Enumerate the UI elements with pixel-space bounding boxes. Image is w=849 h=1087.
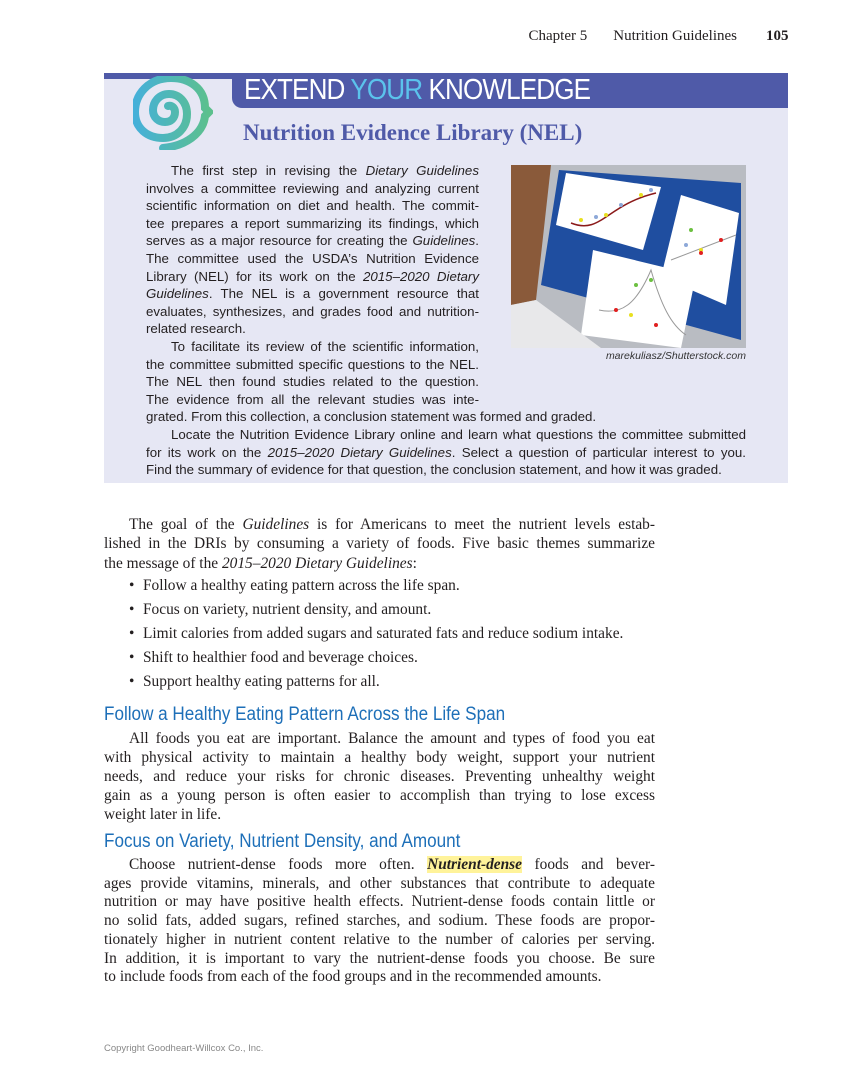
text-segment: lished in the DRIs by consuming a variety of foods. Five basic themes summarize <box>104 535 655 553</box>
text-segment: is for Americans to meet the nutrient levels estab- <box>309 516 655 533</box>
section-heading-variety-density: Focus on Variety, Nutrient Density, and Amount <box>104 831 461 852</box>
text-segment: . <box>475 233 479 249</box>
text-segment: Dietary Guidelines <box>365 163 479 178</box>
list-item <box>129 649 418 667</box>
text-segment: no solid fats, added sugars, refined starches, and sodium. These foods are propor- <box>104 912 655 930</box>
page-number: 105 <box>766 28 789 44</box>
text-segment: foods and bever- <box>522 856 655 873</box>
text-segment: with physical activity to maintain a healthy body weight, support your nutrient <box>104 749 655 766</box>
section-heading-healthy-eating-pattern: Follow a Healthy Eating Pattern Across the Life Span <box>104 704 506 725</box>
text-segment: 2015–2020 Dietary Guidelines <box>221 554 413 572</box>
text-line <box>146 232 479 249</box>
text-line <box>104 967 655 986</box>
text-segment: the message of the <box>104 554 222 572</box>
text-line <box>104 534 655 553</box>
text-line <box>171 338 479 355</box>
text-segment: Locate the Nutrition Evidence Library online and learn what questions the committee submitted <box>171 427 746 442</box>
text-line <box>129 855 655 874</box>
text-line <box>104 805 655 824</box>
text-segment: Choose nutrient-dense foods more often. <box>129 856 428 873</box>
text-line <box>146 215 479 232</box>
bullet-icon: • <box>129 577 135 594</box>
list-item <box>129 673 380 691</box>
copyright-footer: Copyright Goodheart-Willcox Co., Inc. <box>104 1043 264 1054</box>
text-segment: scientific information on diet and health. The commit- <box>146 198 479 214</box>
text-segment: tionately higher in nutrient content relative to the number of calories per serving. <box>104 930 655 948</box>
list-item-text: Follow a healthy eating pattern across the life span. <box>143 577 460 594</box>
text-line <box>104 874 655 893</box>
text-segment: Guidelines <box>242 516 310 533</box>
text-line <box>146 180 479 197</box>
text-line <box>146 461 746 478</box>
feature-banner-title <box>244 74 590 107</box>
key-term-highlight: Nutrient-dense <box>427 856 523 873</box>
bullet-icon: • <box>129 625 135 642</box>
text-line <box>146 285 479 302</box>
text-segment: serves as a major resource for creating the <box>146 233 413 249</box>
text-segment: To facilitate its review of the scientific information, <box>171 339 479 354</box>
text-line <box>146 268 479 285</box>
text-segment: evaluates, synthesizes, and grades food and nutrition- <box>146 303 479 319</box>
text-line <box>104 786 655 805</box>
text-segment: ages provide vitamins, minerals, and other substances that contribute to adequate <box>104 874 655 892</box>
list-item-text: Support healthy eating patterns for all. <box>143 673 380 690</box>
text-line <box>129 729 655 748</box>
text-segment: In addition, it is important to vary the nutrient-dense foods you choose. Be sure <box>104 949 655 967</box>
text-line <box>146 356 479 373</box>
list-item <box>129 601 431 619</box>
text-segment: grated. From this collection, a conclusion statement was formed and graded. <box>146 409 597 425</box>
text-segment: tee prepares a report summarizing its findings, which <box>146 215 479 231</box>
banner-word: EXTEND <box>244 74 345 106</box>
spiral-head-logo-icon <box>133 76 213 150</box>
text-segment: . Select a question of particular interest to you. <box>451 444 746 460</box>
text-segment: to include foods from each of the food groups and in the recommended amounts. <box>104 968 602 986</box>
text-line <box>104 911 655 930</box>
text-segment: involves a committee reviewing and analyzing current <box>146 180 479 196</box>
text-line <box>104 554 655 573</box>
chapter-label: Chapter 5 <box>528 28 588 44</box>
text-segment: Find the summary of evidence for that question, the conclusion statement, and how it was graded. <box>146 462 722 478</box>
text-segment: The evidence from all the relevant studies was inte- <box>146 391 479 407</box>
text-line <box>104 930 655 949</box>
text-segment: All foods you eat are important. Balance the amount and types of food you eat <box>129 730 655 747</box>
text-line <box>171 162 479 179</box>
text-segment: for its work on the <box>146 444 268 460</box>
text-line <box>146 373 479 390</box>
text-segment: gain as a young person is often easier to accomplish than trying to lose excess <box>104 787 655 804</box>
list-item <box>129 577 460 595</box>
text-segment: The committee used the USDA’s Nutrition Evidence <box>146 251 479 266</box>
list-item <box>129 625 623 643</box>
bullet-icon: • <box>129 649 135 666</box>
text-segment: . The NEL is a government resource that <box>208 286 479 302</box>
running-head <box>529 28 737 45</box>
text-segment: : <box>412 554 417 572</box>
text-line <box>146 320 479 337</box>
text-line <box>104 949 655 968</box>
banner-word-accent: YOUR <box>350 74 423 106</box>
text-segment: related research. <box>146 321 246 337</box>
text-segment: weight later in life. <box>104 806 222 823</box>
text-line <box>104 748 655 767</box>
text-segment: needs, and reduce your risks for chronic diseases. Preventing unhealthy weight <box>104 768 655 785</box>
text-segment: 2015–2020 Dietary Guidelines <box>267 444 452 460</box>
text-line <box>146 303 479 320</box>
text-segment: The first step in revising the <box>171 163 366 178</box>
text-line <box>146 250 479 267</box>
text-segment: nutrition or may have positive health effects. Nutrient-dense foods contain little or <box>104 893 655 911</box>
text-segment: 2015–2020 Dietary <box>362 268 480 284</box>
box-title: Nutrition Evidence Library (NEL) <box>243 120 583 145</box>
text-segment: The goal of the <box>129 516 243 533</box>
text-segment: Guidelines <box>412 233 476 249</box>
text-segment: The NEL then found studies related to the question. <box>146 374 479 390</box>
text-line <box>171 426 746 443</box>
text-line <box>129 515 655 534</box>
chapter-title: Nutrition Guidelines <box>613 28 737 44</box>
text-segment: the committee submitted specific questions to the NEL. <box>146 356 479 372</box>
laptop-chart-photo <box>511 165 746 348</box>
list-item-text: Limit calories from added sugars and saturated fats and reduce sodium intake. <box>143 625 624 642</box>
text-line <box>104 892 655 911</box>
bullet-icon: • <box>129 601 135 618</box>
bullet-icon: • <box>129 673 135 690</box>
text-line <box>146 444 746 461</box>
text-segment: Library (NEL) for its work on the <box>146 268 363 284</box>
text-line <box>146 197 479 214</box>
text-segment: Guidelines <box>146 286 209 302</box>
photo-credit: marekuliasz/Shutterstock.com <box>605 350 746 362</box>
text-line <box>146 391 479 408</box>
banner-word: KNOWLEDGE <box>428 74 591 106</box>
text-line <box>146 408 746 425</box>
text-line <box>104 767 655 786</box>
list-item-text: Focus on variety, nutrient density, and amount. <box>143 601 432 618</box>
list-item-text: Shift to healthier food and beverage choices. <box>143 649 418 666</box>
